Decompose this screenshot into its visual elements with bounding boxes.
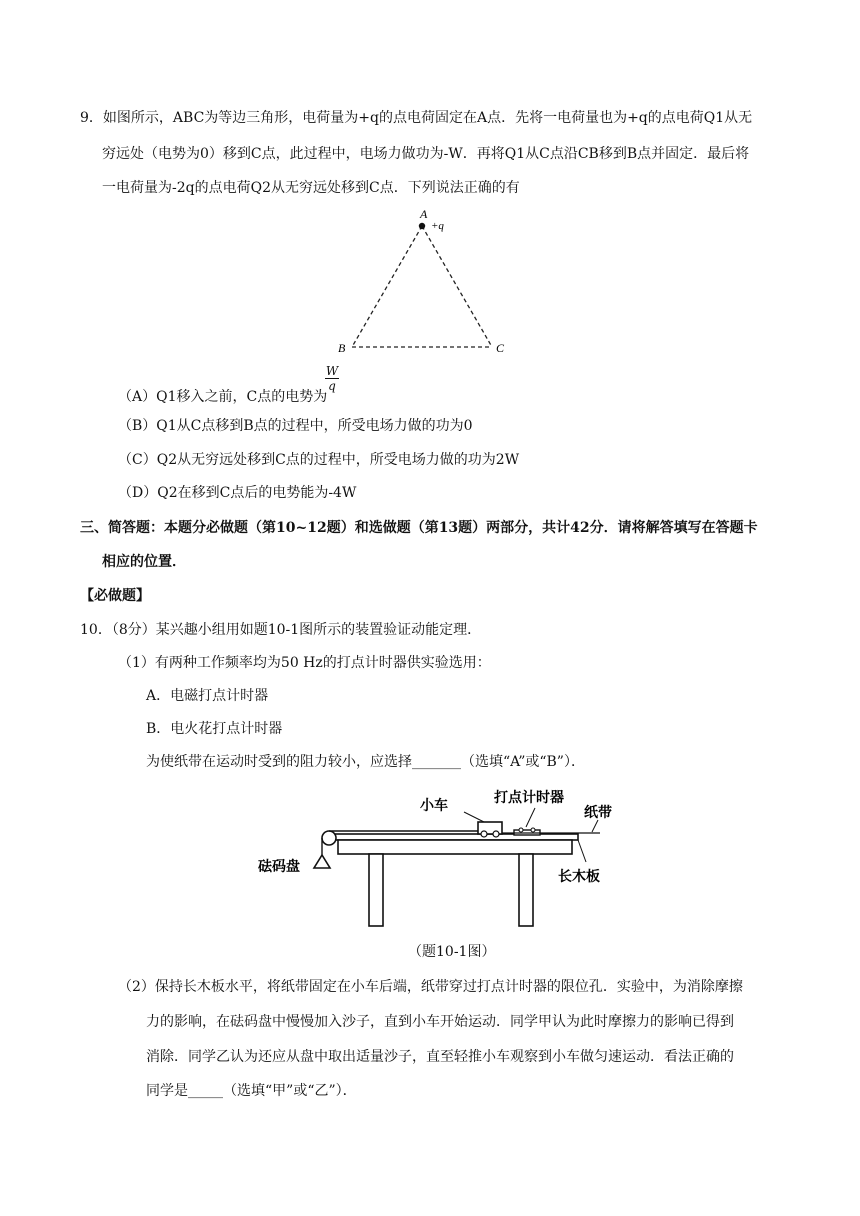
q10-choice-b: B．电火花打点计时器	[146, 721, 283, 737]
label-tape: 纸带	[584, 805, 612, 821]
q9-option-b: （B）Q1从C点移到B点的过程中，所受电场力做的功为0	[118, 418, 473, 434]
fraction-denominator: q	[328, 379, 336, 393]
q10-part1-question: 为使纸带在运动时受到的阻力较小，应选择_______（选填“A”或“B”）．	[146, 754, 585, 770]
triangle-side-ab	[352, 226, 422, 347]
fraction-numerator: W	[325, 364, 339, 378]
label-pan: 砝码盘	[258, 859, 300, 875]
q9-option-d: （D）Q2在移到C点后的电势能为-4W	[118, 485, 357, 501]
label-board: 长木板	[558, 869, 600, 885]
label-c: C	[496, 341, 505, 355]
weight-pan	[314, 855, 330, 868]
q10-part2-line1: （2）保持长木板水平，将纸带固定在小车后端，纸带穿过打点计时器的限位孔．实验中，为消除摩擦	[118, 979, 743, 995]
leader-cart	[464, 812, 484, 822]
q10-part2-line4: 同学是_____（选填“甲”或“乙”）．	[146, 1083, 357, 1099]
q9-option-c: （C）Q2从无穷远处移到C点的过程中，所受电场力做的功为2W	[118, 452, 520, 468]
point-charge-a	[419, 223, 425, 229]
triangle-figure	[330, 208, 530, 358]
pulley	[322, 831, 336, 845]
leader-board	[578, 840, 586, 862]
label-charge: +q	[431, 220, 444, 232]
required-header: 【必做题】	[80, 588, 150, 604]
cart-wheel-right	[493, 831, 499, 837]
q10-stem: 10．（8分）某兴趣小组用如题10-1图所示的装置验证动能定理．	[80, 622, 482, 638]
q10-part2-line2: 力的影响，在砝码盘中慢慢加入沙子，直到小车开始运动．同学甲认为此时摩擦力的影响已得到	[146, 1014, 734, 1030]
label-cart: 小车	[420, 798, 448, 814]
cart-wheel-left	[481, 831, 487, 837]
label-b: B	[338, 341, 346, 355]
q9-option-a-text: （A）Q1移入之前，C点的电势为	[118, 389, 328, 405]
q9-option-a-fraction	[325, 364, 339, 393]
q9-stem-line2: 穷远处（电势为0）移到C点，此过程中，电场力做功为-W．再将Q1从C点沿CB移到B点并固定．最后将	[102, 146, 750, 162]
q10-choice-a: A．电磁打点计时器	[146, 688, 269, 704]
section3-heading-line1: 三、简答题：本题分必做题（第10~12题）和选做题（第13题）两部分，共计42分．请将解答填写在答题卡	[80, 520, 758, 536]
triangle-side-ac	[422, 226, 492, 347]
section3-heading-line2: 相应的位置．	[102, 554, 186, 570]
timer-knob-left	[519, 828, 523, 832]
q9-stem-line1: 9．如图所示，ABC为等边三角形，电荷量为+q的点电荷固定在A点．先将一电荷量也为+q的点电荷Q1从无	[80, 110, 753, 126]
q10-part1: （1）有两种工作频率均为50 Hz的打点计时器供实验选用：	[118, 655, 491, 671]
q10-figure-caption: （题10-1图）	[408, 944, 496, 960]
apparatus-figure	[248, 784, 628, 934]
table-top	[338, 840, 572, 854]
q9-option-a	[118, 387, 327, 407]
q9-stem-line3: 一电荷量为-2q的点电荷Q2从无穷远处移到C点．下列说法正确的有	[102, 180, 520, 196]
label-a: A	[420, 208, 428, 221]
q10-part2-line3: 消除．同学乙认为还应从盘中取出适量沙子，直至轻推小车观察到小车做匀速运动．看法正确的	[146, 1049, 734, 1065]
table-leg-right	[519, 854, 533, 926]
long-board	[330, 834, 578, 840]
leader-tape	[592, 820, 598, 832]
leader-timer	[526, 808, 535, 827]
timer-knob-right	[531, 828, 535, 832]
label-timer: 打点计时器	[494, 790, 564, 806]
table-leg-left	[369, 854, 383, 926]
